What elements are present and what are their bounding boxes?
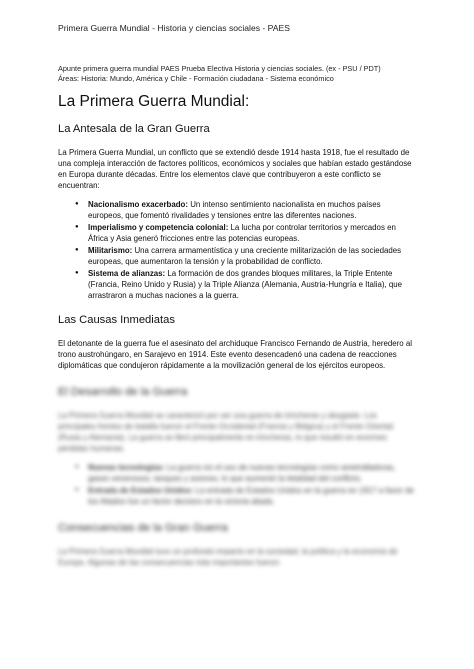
blurred-heading-consecuencias: Consecuencias de la Gran Guerra — [58, 522, 228, 534]
list-item-text: Un intenso sentimiento nacionalista en muchos países europeos, que fomentó rivalidades y tensiones entre las diferentes naciones. — [88, 200, 381, 220]
list-item — [88, 199, 416, 221]
list-item-term: Imperialismo y competencia colonial: — [88, 223, 229, 232]
list-item-text: La formación de dos grandes bloques militares, la Triple Entente (Francia, Reino Unido y Rusia) y la Triple Alianza (Alemania, Austria-Hungría e Italia), que arrastraron a muchas naciones a la guerra. — [88, 269, 403, 300]
section-heading-causas: Las Causas Inmediatas — [58, 314, 175, 326]
section-heading-antesala: La Antesala de la Gran Guerra — [58, 123, 210, 135]
list-item-text: Una carrera armamentística y una creciente militarización de las sociedades europeas, que aumentaron la tensión y la probabilidad de conflicto. — [88, 246, 402, 266]
list-item-text: La entrada de Estados Unidos en la guerra en 1917 a favor de los Aliados fue un factor decisivo en la victoria aliada. — [88, 486, 414, 506]
meta-description: Apunte primera guerra mundial PAES Prueba Electiva Historia y ciencias sociales. (ex - PSU / PDT) — [58, 64, 381, 73]
list-item-text: La lucha por controlar territorios y mercados en África y Asia generó fricciones entre las potencias europeas. — [88, 223, 396, 243]
document-meta — [58, 64, 416, 84]
list-item — [88, 462, 416, 484]
list-item — [88, 268, 416, 301]
blurred-list — [58, 462, 416, 507]
list-item — [88, 245, 416, 267]
blurred-paragraph: La Primera Guerra Mundial tuvo un profundo impacto en la sociedad, la política y la economía de Europa. Algunas de las consecuencias más importantes fueron: — [58, 547, 398, 567]
blurred-heading-desarrollo: El Desarrollo de la Guerra — [58, 386, 188, 398]
section-causas-paragraph: El detonante de la guerra fue el asesinato del archiduque Francisco Fernando de Austria, heredero al trono austrohúngaro, en Sarajevo en 1914. Este evento desencadenó una cadena de reacciones diplomáticas que condujeron rápidamente a la movilización general de los ejércitos europeos. — [58, 339, 412, 370]
list-item-term: Militarismo: — [88, 246, 133, 255]
list-item-term: Nacionalismo exacerbado: — [88, 200, 188, 209]
document-header: Primera Guerra Mundial - Historia y ciencias sociales - PAES — [58, 23, 290, 33]
blurred-paragraph: La Primera Guerra Mundial se caracterizó por ser una guerra de trincheras y desgaste. Los principales frentes de batalla fueron el Frente Occidental (Francia y Bélgica) y el Frente Oriental (Rusia y Alemania). La guerra se libró principalmente en trincheras, lo que resultó en enormes pérdidas humanas. — [58, 411, 394, 453]
list-item — [88, 485, 416, 507]
document-title: La Primera Guerra Mundial: — [58, 93, 250, 110]
list-item-term: Sistema de alianzas: — [88, 269, 166, 278]
meta-areas: Áreas: Historia: Mundo, América y Chile - Formación ciudadana - Sistema económico — [58, 74, 334, 83]
section-intro-paragraph: La Primera Guerra Mundial, un conflicto que se extendió desde 1914 hasta 1918, fue el resultado de una compleja interacción de factores políticos, económicos y sociales que habían estado gestándose en Europa durante décadas. Entre los elementos clave que contribuyeron a este conflicto se encuentran: — [58, 148, 412, 190]
list-item-text: La guerra vio el uso de nuevas tecnologías como ametralladoras, gases venenosos, tanques y aviones, lo que aumentó la letalidad del conflicto. — [88, 463, 396, 483]
list-item-term: Nuevas tecnologías: — [88, 463, 165, 472]
list-item-term: Entrada de Estados Unidos: — [88, 486, 194, 495]
blurred-preview-content — [58, 385, 416, 568]
list-item — [88, 222, 416, 244]
causes-list — [58, 199, 416, 301]
